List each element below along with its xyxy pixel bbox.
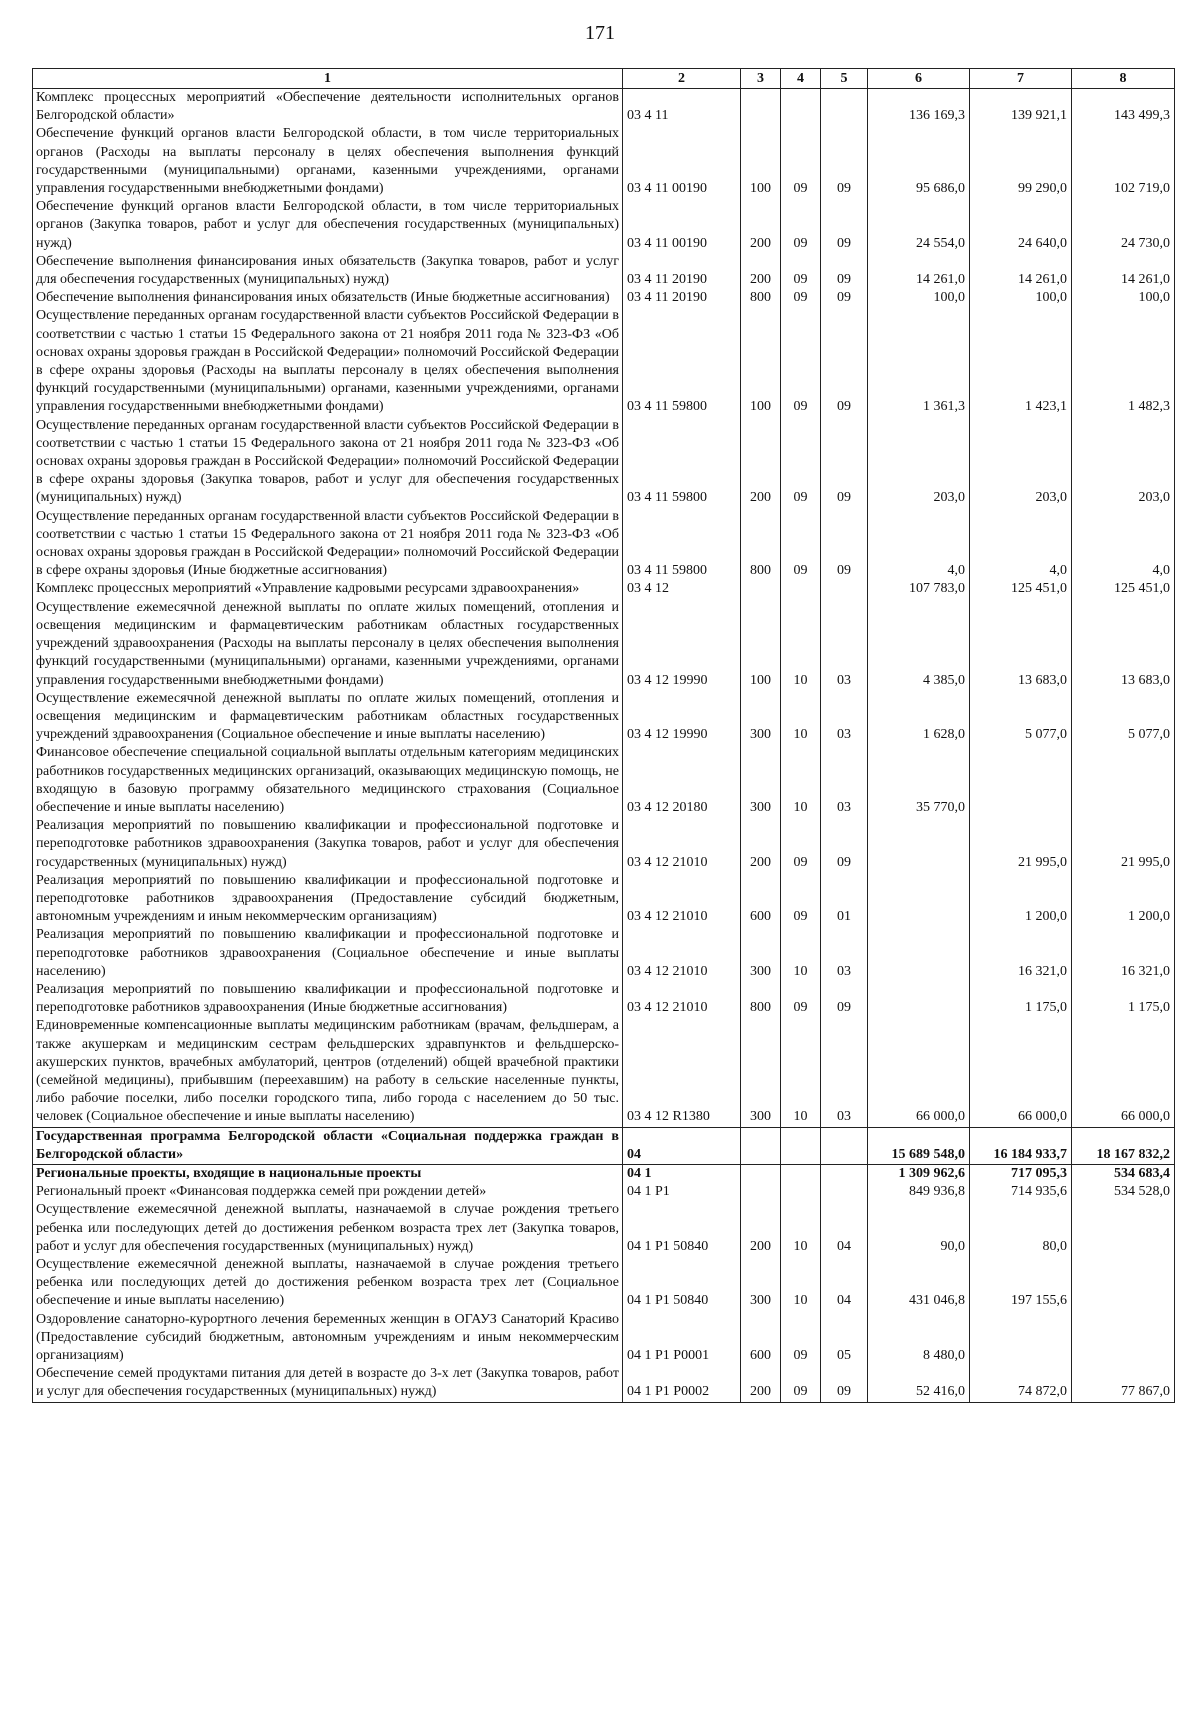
row-subsection-cell: 09 <box>821 817 868 872</box>
row-value-cell: 136 169,3 <box>868 89 970 126</box>
row-section-cell: 10 <box>781 690 821 745</box>
row-value-cell: 66 000,0 <box>1072 1017 1175 1127</box>
row-value-cell: 4 385,0 <box>868 599 970 690</box>
row-value-cell <box>868 926 970 981</box>
row-value-cell <box>1072 1311 1175 1366</box>
row-section-cell: 09 <box>781 198 821 253</box>
row-value-cell <box>868 817 970 872</box>
table-row <box>33 744 1175 817</box>
table-row <box>33 253 1175 289</box>
row-name-cell: Обеспечение семей продуктами питания для детей в возрасте до 3-х лет (Закупка товаров, работ и услуг для обеспечения государственных (муниципальных) нужд) <box>33 1365 623 1402</box>
row-value-cell: 5 077,0 <box>970 690 1072 745</box>
row-name-cell: Финансовое обеспечение специальной социальной выплаты отдельным категориям медицинских работников государственных медицинских организаций, оказывающих медицинскую помощь, не входящую в базовую программу обязательного медицинского страхования (Социальное обеспечение и иные выплаты населению) <box>33 744 623 817</box>
row-subsection-cell: 03 <box>821 926 868 981</box>
row-value-cell: 52 416,0 <box>868 1365 970 1402</box>
row-value-cell: 143 499,3 <box>1072 89 1175 126</box>
row-value-cell: 1 423,1 <box>970 307 1072 416</box>
row-value-cell <box>970 1311 1072 1366</box>
row-name-cell: Реализация мероприятий по повышению квалификации и профессиональной подготовке и переподготовке работников здравоохранения (Предоставление субсидий бюджетным, автономным учреждениям и иным некоммерческим организациям) <box>33 872 623 927</box>
row-value-cell: 1 482,3 <box>1072 307 1175 416</box>
table-row <box>33 307 1175 416</box>
row-value-cell: 77 867,0 <box>1072 1365 1175 1402</box>
row-value-cell: 24 554,0 <box>868 198 970 253</box>
table-row <box>33 1164 1175 1183</box>
row-value-cell: 125 451,0 <box>1072 580 1175 598</box>
row-section-cell: 09 <box>781 125 821 198</box>
table-row <box>33 1256 1175 1311</box>
row-value-cell: 18 167 832,2 <box>1072 1127 1175 1164</box>
row-section-cell: 09 <box>781 253 821 289</box>
row-name-cell: Реализация мероприятий по повышению квалификации и профессиональной подготовке и переподготовке работников здравоохранения (Социальное обеспечение и иные выплаты населению) <box>33 926 623 981</box>
column-header: 8 <box>1072 69 1175 89</box>
row-value-cell: 4,0 <box>970 508 1072 581</box>
table-row <box>33 1017 1175 1127</box>
row-value-cell <box>1072 744 1175 817</box>
row-value-cell: 125 451,0 <box>970 580 1072 598</box>
row-value-cell: 107 783,0 <box>868 580 970 598</box>
row-section-cell: 09 <box>781 1365 821 1402</box>
row-name-cell: Обеспечение выполнения финансирования иных обязательств (Закупка товаров, работ и услуг для обеспечения государственных (муниципальных) нужд) <box>33 253 623 289</box>
row-value-cell: 14 261,0 <box>868 253 970 289</box>
table-row <box>33 872 1175 927</box>
row-subsection-cell: 05 <box>821 1311 868 1366</box>
row-type-cell: 100 <box>741 599 781 690</box>
row-value-cell: 1 200,0 <box>970 872 1072 927</box>
row-name-cell: Обеспечение функций органов власти Белгородской области, в том числе территориальных органов (Расходы на выплаты персоналу в целях обеспечения выполнения функций государственными (муниципальными) органами, казенными учреждениями, органами управления государственными внебюджетными фондами) <box>33 125 623 198</box>
row-subsection-cell: 03 <box>821 599 868 690</box>
row-name-cell: Реализация мероприятий по повышению квалификации и профессиональной подготовке и переподготовке работников здравоохранения (Иные бюджетные ассигнования) <box>33 981 623 1017</box>
row-subsection-cell: 03 <box>821 690 868 745</box>
table-row <box>33 1365 1175 1402</box>
budget-table <box>32 68 1175 1403</box>
row-type-cell: 300 <box>741 1017 781 1127</box>
row-name-cell: Комплекс процессных мероприятий «Управление кадровыми ресурсами здравоохранения» <box>33 580 623 598</box>
row-value-cell: 16 321,0 <box>1072 926 1175 981</box>
row-code-cell: 04 1 P1 50840 <box>623 1256 741 1311</box>
row-code-cell: 03 4 11 20190 <box>623 289 741 307</box>
column-header: 6 <box>868 69 970 89</box>
row-section-cell: 09 <box>781 508 821 581</box>
row-code-cell: 03 4 11 00190 <box>623 198 741 253</box>
row-name-cell: Осуществление ежемесячной денежной выплаты, назначаемой в случае рождения третьего ребенка или последующих детей до достижения ребенком возраста трех лет (Закупка товаров, работ и услуг для обеспечения государственных (муниципальных) нужд) <box>33 1201 623 1256</box>
row-code-cell: 04 1 P1 <box>623 1183 741 1201</box>
row-section-cell: 10 <box>781 1201 821 1256</box>
row-value-cell: 534 528,0 <box>1072 1183 1175 1201</box>
row-code-cell: 03 4 12 19990 <box>623 599 741 690</box>
row-subsection-cell: 03 <box>821 744 868 817</box>
row-name-cell: Обеспечение функций органов власти Белгородской области, в том числе территориальных органов (Закупка товаров, работ и услуг для обеспечения государственных (муниципальных) нужд) <box>33 198 623 253</box>
table-body <box>33 89 1175 1403</box>
row-code-cell: 03 4 11 <box>623 89 741 126</box>
row-subsection-cell: 09 <box>821 1365 868 1402</box>
table-row <box>33 580 1175 598</box>
row-value-cell: 431 046,8 <box>868 1256 970 1311</box>
row-subsection-cell: 03 <box>821 1017 868 1127</box>
row-section-cell <box>781 89 821 126</box>
row-section-cell <box>781 580 821 598</box>
row-value-cell: 80,0 <box>970 1201 1072 1256</box>
table-row <box>33 198 1175 253</box>
table-row <box>33 508 1175 581</box>
row-section-cell <box>781 1127 821 1164</box>
row-value-cell: 66 000,0 <box>970 1017 1072 1127</box>
table-row <box>33 125 1175 198</box>
row-section-cell: 09 <box>781 817 821 872</box>
row-type-cell <box>741 1183 781 1201</box>
row-code-cell: 03 4 11 59800 <box>623 307 741 416</box>
row-value-cell: 100,0 <box>1072 289 1175 307</box>
row-type-cell <box>741 1164 781 1183</box>
row-section-cell: 10 <box>781 744 821 817</box>
row-subsection-cell <box>821 1164 868 1183</box>
row-value-cell: 21 995,0 <box>1072 817 1175 872</box>
row-code-cell: 04 1 P1 50840 <box>623 1201 741 1256</box>
row-name-cell: Осуществление ежемесячной денежной выплаты по оплате жилых помещений, отопления и освещения медицинским и фармацевтическим работникам областных государственных учреждений здравоохранения (Расходы на выплаты персоналу в целях обеспечения выполнения функций государственными (муниципальными) органами, казенными учреждениями, органами управления государственными внебюджетными фондами) <box>33 599 623 690</box>
table-header-row <box>33 69 1175 89</box>
row-name-cell: Региональные проекты, входящие в национальные проекты <box>33 1164 623 1183</box>
row-value-cell: 4,0 <box>1072 508 1175 581</box>
row-subsection-cell: 09 <box>821 253 868 289</box>
row-value-cell: 1 309 962,6 <box>868 1164 970 1183</box>
row-type-cell: 200 <box>741 1201 781 1256</box>
table-row <box>33 89 1175 126</box>
row-value-cell: 203,0 <box>1072 417 1175 508</box>
row-code-cell: 03 4 12 19990 <box>623 690 741 745</box>
row-type-cell: 300 <box>741 926 781 981</box>
row-type-cell: 200 <box>741 1365 781 1402</box>
row-value-cell: 66 000,0 <box>868 1017 970 1127</box>
row-name-cell: Единовременные компенсационные выплаты медицинским работникам (врачам, фельдшерам, а также акушеркам и медицинским сестрам фельдшерских здравпунктов и фельдшерско-акушерских пунктов, врачебных амбулаторий, центров (отделений) общей врачебной практики (семейной медицины), прибывшим (переехавшим) на работу в сельские населенные пункты, либо рабочие поселки, либо поселки городского типа, либо города с населением до 50 тыс. человек (Социальное обеспечение и иные выплаты населению) <box>33 1017 623 1127</box>
row-subsection-cell <box>821 1127 868 1164</box>
row-value-cell: 1 628,0 <box>868 690 970 745</box>
row-section-cell: 09 <box>781 417 821 508</box>
row-value-cell <box>868 872 970 927</box>
row-name-cell: Осуществление ежемесячной денежной выплаты, назначаемой в случае рождения третьего ребенка или последующих детей до достижения ребенком возраста трех лет (Социальное обеспечение и иные выплаты населению) <box>33 1256 623 1311</box>
row-value-cell: 14 261,0 <box>1072 253 1175 289</box>
row-value-cell: 74 872,0 <box>970 1365 1072 1402</box>
row-code-cell: 04 1 P1 P0002 <box>623 1365 741 1402</box>
row-value-cell: 21 995,0 <box>970 817 1072 872</box>
row-section-cell: 09 <box>781 1311 821 1366</box>
row-value-cell: 1 175,0 <box>970 981 1072 1017</box>
row-value-cell: 15 689 548,0 <box>868 1127 970 1164</box>
row-type-cell: 100 <box>741 125 781 198</box>
row-name-cell: Реализация мероприятий по повышению квалификации и профессиональной подготовке и переподготовке работников здравоохранения (Закупка товаров, работ и услуг для обеспечения государственных (муниципальных) нужд) <box>33 817 623 872</box>
row-type-cell: 600 <box>741 872 781 927</box>
row-value-cell: 5 077,0 <box>1072 690 1175 745</box>
row-section-cell: 10 <box>781 1017 821 1127</box>
table-row <box>33 817 1175 872</box>
row-value-cell: 16 321,0 <box>970 926 1072 981</box>
row-value-cell: 1 361,3 <box>868 307 970 416</box>
row-subsection-cell: 04 <box>821 1201 868 1256</box>
row-subsection-cell: 09 <box>821 508 868 581</box>
row-code-cell: 03 4 12 R1380 <box>623 1017 741 1127</box>
row-section-cell: 10 <box>781 926 821 981</box>
row-section-cell: 09 <box>781 981 821 1017</box>
row-value-cell: 1 175,0 <box>1072 981 1175 1017</box>
row-value-cell <box>970 744 1072 817</box>
row-value-cell: 717 095,3 <box>970 1164 1072 1183</box>
row-code-cell: 03 4 11 59800 <box>623 508 741 581</box>
row-value-cell: 24 730,0 <box>1072 198 1175 253</box>
row-value-cell: 714 935,6 <box>970 1183 1072 1201</box>
row-name-cell: Осуществление переданных органам государственной власти субъектов Российской Федерации в соответствии с частью 1 статьи 15 Федерального закона от 21 ноября 2011 года № 323-ФЗ «Об основах охраны здоровья граждан в Российской Федерации» полномочий Российской Федерации в сфере охраны здоровья (Расходы на выплаты персоналу в целях обеспечения выполнения функций государственными (муниципальными) органами, казенными учреждениями, органами управления государственными внебюджетными фондами) <box>33 307 623 416</box>
row-value-cell: 100,0 <box>868 289 970 307</box>
row-name-cell: Осуществление переданных органам государственной власти субъектов Российской Федерации в соответствии с частью 1 статьи 15 Федерального закона от 21 ноября 2011 года № 323-ФЗ «Об основах охраны здоровья граждан в Российской Федерации» полномочий Российской Федерации в сфере охраны здоровья (Закупка товаров, работ и услуг для обеспечения государственных (муниципальных) нужд) <box>33 417 623 508</box>
table-row <box>33 289 1175 307</box>
row-subsection-cell: 09 <box>821 307 868 416</box>
row-type-cell: 800 <box>741 508 781 581</box>
row-type-cell: 800 <box>741 981 781 1017</box>
column-header: 5 <box>821 69 868 89</box>
row-code-cell: 03 4 12 21010 <box>623 872 741 927</box>
row-subsection-cell: 09 <box>821 417 868 508</box>
row-value-cell: 24 640,0 <box>970 198 1072 253</box>
row-value-cell <box>1072 1256 1175 1311</box>
row-type-cell: 200 <box>741 253 781 289</box>
row-value-cell: 13 683,0 <box>1072 599 1175 690</box>
column-header: 4 <box>781 69 821 89</box>
row-subsection-cell <box>821 89 868 126</box>
row-value-cell: 16 184 933,7 <box>970 1127 1072 1164</box>
row-type-cell: 200 <box>741 817 781 872</box>
table-row <box>33 599 1175 690</box>
row-type-cell: 300 <box>741 690 781 745</box>
row-name-cell: Государственная программа Белгородской области «Социальная поддержка граждан в Белгородской области» <box>33 1127 623 1164</box>
row-code-cell: 03 4 12 21010 <box>623 981 741 1017</box>
row-type-cell <box>741 1127 781 1164</box>
row-name-cell: Оздоровление санаторно-курортного лечения беременных женщин в ОГАУЗ Санаторий Красиво (Предоставление субсидий бюджетным, автономным учреждениям и иным некоммерческим организациям) <box>33 1311 623 1366</box>
row-code-cell: 04 1 <box>623 1164 741 1183</box>
row-code-cell: 03 4 12 21010 <box>623 817 741 872</box>
row-type-cell: 100 <box>741 307 781 416</box>
row-type-cell <box>741 580 781 598</box>
column-header: 2 <box>623 69 741 89</box>
row-type-cell: 200 <box>741 417 781 508</box>
row-code-cell: 03 4 12 20180 <box>623 744 741 817</box>
row-code-cell: 03 4 12 <box>623 580 741 598</box>
row-value-cell: 35 770,0 <box>868 744 970 817</box>
row-type-cell: 800 <box>741 289 781 307</box>
row-name-cell: Обеспечение выполнения финансирования иных обязательств (Иные бюджетные ассигнования) <box>33 289 623 307</box>
row-name-cell: Осуществление ежемесячной денежной выплаты по оплате жилых помещений, отопления и освещения медицинским и фармацевтическим работникам областных государственных учреждений здравоохранения (Социальное обеспечение и иные выплаты населению) <box>33 690 623 745</box>
row-section-cell: 09 <box>781 289 821 307</box>
row-subsection-cell: 01 <box>821 872 868 927</box>
row-subsection-cell <box>821 580 868 598</box>
row-section-cell: 10 <box>781 1256 821 1311</box>
row-value-cell: 100,0 <box>970 289 1072 307</box>
table-row <box>33 1201 1175 1256</box>
row-value-cell: 90,0 <box>868 1201 970 1256</box>
row-code-cell: 04 <box>623 1127 741 1164</box>
row-value-cell: 4,0 <box>868 508 970 581</box>
row-code-cell: 04 1 P1 P0001 <box>623 1311 741 1366</box>
row-value-cell: 197 155,6 <box>970 1256 1072 1311</box>
table-row <box>33 981 1175 1017</box>
table-row <box>33 926 1175 981</box>
row-code-cell: 03 4 11 00190 <box>623 125 741 198</box>
row-value-cell: 203,0 <box>868 417 970 508</box>
row-value-cell: 849 936,8 <box>868 1183 970 1201</box>
row-code-cell: 03 4 12 21010 <box>623 926 741 981</box>
row-value-cell: 14 261,0 <box>970 253 1072 289</box>
table-row <box>33 417 1175 508</box>
row-value-cell: 534 683,4 <box>1072 1164 1175 1183</box>
row-section-cell: 09 <box>781 872 821 927</box>
table-row <box>33 690 1175 745</box>
page-number: 171 <box>585 22 615 44</box>
row-value-cell: 8 480,0 <box>868 1311 970 1366</box>
row-section-cell <box>781 1164 821 1183</box>
row-value-cell: 1 200,0 <box>1072 872 1175 927</box>
row-subsection-cell: 04 <box>821 1256 868 1311</box>
row-value-cell: 203,0 <box>970 417 1072 508</box>
row-code-cell: 03 4 11 59800 <box>623 417 741 508</box>
row-value-cell <box>1072 1201 1175 1256</box>
row-value-cell <box>868 981 970 1017</box>
table-row <box>33 1127 1175 1164</box>
row-name-cell: Осуществление переданных органам государственной власти субъектов Российской Федерации в соответствии с частью 1 статьи 15 Федерального закона от 21 ноября 2011 года № 323-ФЗ «Об основах охраны здоровья граждан в Российской Федерации» полномочий Российской Федерации в сфере охраны здоровья (Иные бюджетные ассигнования) <box>33 508 623 581</box>
table-row <box>33 1183 1175 1201</box>
row-type-cell: 300 <box>741 1256 781 1311</box>
row-value-cell: 95 686,0 <box>868 125 970 198</box>
row-subsection-cell <box>821 1183 868 1201</box>
row-type-cell: 600 <box>741 1311 781 1366</box>
column-header: 7 <box>970 69 1072 89</box>
row-section-cell: 10 <box>781 599 821 690</box>
column-header: 1 <box>33 69 623 89</box>
row-subsection-cell: 09 <box>821 981 868 1017</box>
row-value-cell: 99 290,0 <box>970 125 1072 198</box>
row-subsection-cell: 09 <box>821 125 868 198</box>
column-header: 3 <box>741 69 781 89</box>
row-name-cell: Комплекс процессных мероприятий «Обеспечение деятельности исполнительных органов Белгородской области» <box>33 89 623 126</box>
table-row <box>33 1311 1175 1366</box>
row-type-cell <box>741 89 781 126</box>
row-section-cell <box>781 1183 821 1201</box>
row-code-cell: 03 4 11 20190 <box>623 253 741 289</box>
row-value-cell: 13 683,0 <box>970 599 1072 690</box>
row-type-cell: 300 <box>741 744 781 817</box>
row-type-cell: 200 <box>741 198 781 253</box>
row-subsection-cell: 09 <box>821 198 868 253</box>
row-name-cell: Региональный проект «Финансовая поддержка семей при рождении детей» <box>33 1183 623 1201</box>
row-value-cell: 139 921,1 <box>970 89 1072 126</box>
row-subsection-cell: 09 <box>821 289 868 307</box>
row-value-cell: 102 719,0 <box>1072 125 1175 198</box>
row-section-cell: 09 <box>781 307 821 416</box>
